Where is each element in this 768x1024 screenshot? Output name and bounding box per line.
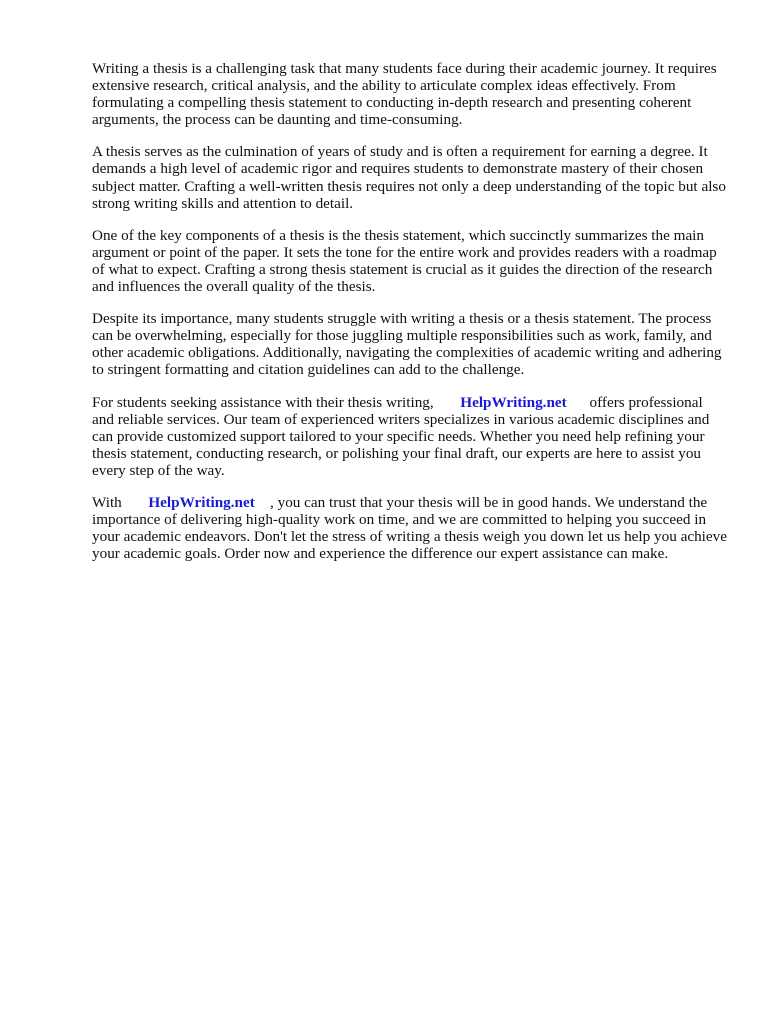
paragraph-culmination: A thesis serves as the culmination of years of study and is often a requirement for earning a degree. It demands a high level of academic rigor and requires students to demonstrate mastery of their chosen subject matter. Crafting a well-written thesis requires not only a deep understanding of the topic but also strong writing skills and attention to detail. <box>92 143 726 212</box>
paragraph-assistance-rest: offers professional and reliable services. Our team of experienced writers specializes in various academic disciplines and can provide customized support tailored to your specific needs. Whether you need help refining your thesis statement, conducting research, or polishing your final draft, our experts are here to assist you every step of the way. <box>92 393 710 479</box>
paragraph-intro: Writing a thesis is a challenging task that many students face during their academic journey. It requires extensive research, critical analysis, and the ability to articulate complex ideas effectively. From formulating a compelling thesis statement to conducting in-depth research and presenting coherent arguments, the process can be daunting and time-consuming. <box>92 60 717 129</box>
paragraph-struggle: Despite its importance, many students struggle with writing a thesis or a thesis statement. The process can be overwhelming, especially for those juggling multiple responsibilities such as work, family, and other academic obligations. Additionally, navigating the complexities of academic writing and adhering to stringent formatting and citation guidelines can add to the challenge. <box>92 310 722 379</box>
paragraph-closing-lead: With <box>92 493 122 511</box>
paragraph-assistance <box>92 394 728 479</box>
paragraph-thesis-statement: One of the key components of a thesis is the thesis statement, which succinctly summarizes the main argument or point of the paper. It sets the tone for the entire work and provides readers with a roadmap of what to expect. Crafting a strong thesis statement is crucial as it guides the direction of the research and influences the overall quality of the thesis. <box>92 226 717 296</box>
paragraph-closing <box>92 494 728 562</box>
paragraph-assistance-lead: For students seeking assistance with their thesis writing, <box>92 393 434 411</box>
helpwriting-link[interactable]: HelpWriting.net <box>148 493 255 511</box>
paragraph-closing-rest: , you can trust that your thesis will be in good hands. We understand the importance of delivering high-quality work on time, and we are committed to helping you succeed in your academic endeavors. Don't let the stress of writing a thesis weigh you down let us help you achieve your academic goals. Order now and experience the difference our expert assistance can make. <box>92 493 727 563</box>
document-page <box>92 60 728 577</box>
helpwriting-link[interactable]: HelpWriting.net <box>460 393 567 411</box>
